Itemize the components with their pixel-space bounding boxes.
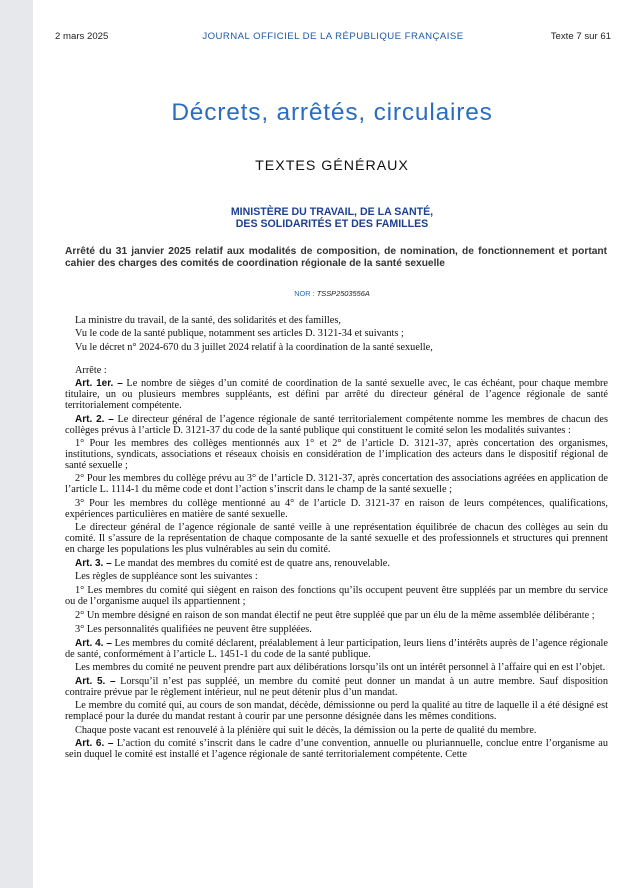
document-page <box>33 0 631 888</box>
article-text: L’action du comité s’inscrit dans le cadre d’une convention, annuelle ou pluriannuelle, conclue entre l’organisme au sein duquel le comité est installé et l’agence régionale de santé territorialement compétente. Cette <box>65 738 608 761</box>
nor-label: NOR : <box>294 289 317 298</box>
paragraph: Chaque poste vacant est renouvelé à la plénière qui suit le décès, la démission ou la perte de qualité du membre. <box>75 724 537 736</box>
article-text: Lorsqu’il n’est pas suppléé, un membre du comité peut donner un mandat à un autre membre. Sauf disposition contraire prévue par le règlement intérieur, nul ne peut détenir plus d’un mandat. <box>65 676 608 699</box>
paragraph: 1° Les membres du comité qui siègent en raison des fonctions qu’ils occupent peuvent être suppléés par un membre du service ou de l’organisme auquel ils appartiennent ; <box>65 585 608 608</box>
text-number: Texte 7 sur 61 <box>550 31 611 42</box>
article-text: Le nombre de sièges d’un comité de coordination de la santé sexuelle avec, le cas échéant, pour chaque membre titulaire, un ou plusieurs membres suppléants, est défini par arrêté du directeur général de l’agence régionale de santé territorialement compétente. <box>65 378 608 412</box>
preamble-minister: La ministre du travail, de la santé, des solidarités et des familles, <box>75 315 341 326</box>
ministry-name <box>33 206 631 230</box>
article-4 <box>65 639 608 661</box>
article-text: Les membres du comité déclarent, préalablement à leur participation, leurs liens d’intérêts auprès de l’agence régionale de santé, conformément à l’article L. 1451-1 du code de la santé publique. <box>65 638 608 660</box>
publication-date: 2 mars 2025 <box>55 31 109 42</box>
article-label: Art. 6. – <box>75 738 114 750</box>
subsection-title: TEXTES GÉNÉRAUX <box>255 158 409 174</box>
ministry-line-2: DES SOLIDARITÉS ET DES FAMILLES <box>235 218 429 230</box>
article-label: Art. 2. – <box>75 414 114 426</box>
article-text: Le mandat des membres du comité est de quatre ans, renouvelable. <box>111 557 390 569</box>
section-title: Décrets, arrêtés, circulaires <box>171 99 493 126</box>
viewer-margin <box>0 0 33 888</box>
paragraph: 3° Pour les membres du collège mentionné au 4° de l’article D. 3121-37 en raison de leurs compétences, qualifications, expériences particulières en matière de santé sexuelle. <box>65 497 608 520</box>
nor-reference <box>33 289 631 298</box>
article-text: Le directeur général de l’agence régionale de santé territorialement compétente nomme les membres de chacun des collèges prévus à l’article D. 3121-37 du code de la santé publique qui constituent le comité selon les modalités suivantes : <box>65 414 608 437</box>
paragraph: 2° Pour les membres du collège prévu au 3° de l’article D. 3121-37, après concertation des associations agréées en application de l’article L. 1114-1 du même code et dont l’action s’inscrit dans le champ de la santé sexuelle ; <box>65 473 608 496</box>
paragraph: 1° Pour les membres des collèges mentionnés aux 1° et 2° de l’article D. 3121-37, après concertation des organismes, institutions, syndicats, associations et réseaux choisis en considération de l’implication des acteurs dans le dispositif régional de santé sexuelle ; <box>65 438 608 472</box>
article-label: Art. 5. – <box>75 676 116 688</box>
arrete-title: Arrêté du 31 janvier 2025 relatif aux modalités de composition, de nomination, de fonctionnement et portant cahier des charges des comités de coordination régionale de la santé sexuelle <box>65 246 607 269</box>
paragraph: Le membre du comité qui, au cours de son mandat, décède, démissionne ou perd la qualité au titre de laquelle il a été désigné est remplacé pour la durée du mandat restant à courir par une personne désignée dans les mêmes conditions. <box>65 700 608 723</box>
ministry-line-1: MINISTÈRE DU TRAVAIL, DE LA SANTÉ, <box>230 206 434 218</box>
paragraph: Les règles de suppléance sont les suivantes : <box>75 571 258 583</box>
nor-code: TSSP2503556A <box>316 289 370 298</box>
article-label: Art. 1er. – <box>75 378 123 390</box>
document-body <box>65 316 608 764</box>
paragraph: Le directeur général de l’agence régionale de santé veille à une représentation équilibrée de chacun des collèges au sein du comité. Il s’assure de la représentation de chaque composante de la santé sexuelle et des professionnels et structures qui prennent en charge les populations les plus vulnérables au sein du comité. <box>65 521 608 555</box>
paragraph: Les membres du comité ne peuvent prendre part aux délibérations lorsqu’ils ont un intérêt personnel à l’affaire qui en est l’objet. <box>75 662 606 674</box>
article-label: Art. 4. – <box>75 638 112 649</box>
paragraph: 3° Les personnalités qualifiées ne peuvent être suppléées. <box>75 624 312 636</box>
preamble-visa-2: Vu le décret n° 2024-670 du 3 juillet 2024 relatif à la coordination de la santé sexuelle, <box>75 341 433 353</box>
preamble-visa-1: Vu le code de la santé publique, notamment ses articles D. 3121-34 et suivants ; <box>75 328 404 340</box>
journal-name: JOURNAL OFFICIEL DE LA RÉPUBLIQUE FRANÇAISE <box>202 31 464 42</box>
paragraph: 2° Un membre désigné en raison de son mandat électif ne peut être suppléé que par un élu de la même assemblée délibérante ; <box>75 610 595 622</box>
article-5 <box>65 677 608 699</box>
article-2 <box>65 415 608 437</box>
arrete-word: Arrête : <box>75 364 107 376</box>
article-label: Art. 3. – <box>75 557 112 569</box>
article-6 <box>65 739 608 761</box>
article-1 <box>65 379 608 412</box>
page-header <box>55 31 611 45</box>
article-3 <box>65 559 608 570</box>
